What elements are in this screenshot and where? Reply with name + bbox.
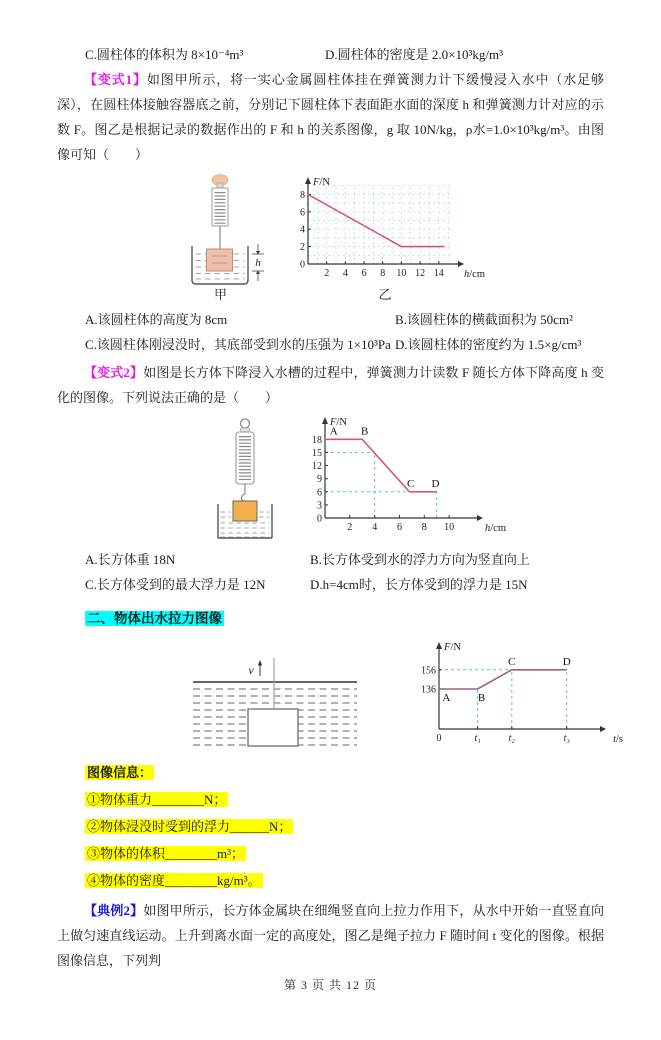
svg-text:14: 14: [433, 268, 444, 279]
option-a: A.长方体重 18N: [85, 552, 176, 567]
option-a: A.该圆柱体的高度为 8cm: [85, 312, 228, 327]
svg-text:2: 2: [324, 268, 330, 279]
svg-text:12: 12: [312, 461, 322, 472]
svg-text:4: 4: [342, 268, 348, 279]
bianshi1-paragraph: [57, 67, 604, 167]
bianshi2-label: 【变式2】: [84, 365, 144, 380]
svg-text:A: A: [442, 692, 451, 704]
spring-scale-tank-figure: [205, 416, 285, 542]
scale-cap: [241, 428, 250, 432]
option-d: D.h=4cm时，长方体受到的浮力是 15N: [310, 577, 528, 592]
option-b: B.该圆柱体的横截面积为 50cm²: [395, 312, 573, 327]
image-info-block: [85, 756, 604, 891]
dianli2-text: 如图甲所示，长方体金属块在细绳竖直向上拉力作用下，从水中开始一直竖直向上做匀速直线运动。上升到离水面一定的高度处，图乙是绳子拉力 F 随时间 t 变化的图像。根据图像信息，下列判: [57, 903, 604, 968]
figure-rising-box: [185, 656, 365, 751]
svg-text:10: 10: [396, 268, 407, 279]
svg-text:B: B: [361, 425, 369, 438]
bianshi1-label: 【变式1】: [84, 72, 147, 87]
svg-text:F/N: F/N: [444, 642, 461, 653]
bianshi1-text: 如图甲所示，将一实心金属圆柱体挂在弹簧测力计下缓慢浸入水中（水足够深），在圆柱体接触容器底之前，分别记下圆柱体下表面距水面的深度 h 和弹簧测力计对应的示数 F。图乙是根据记录的数据作出的 F 和 h 的关系图像，g 取 10N/kg，ρ水=1.0×10³kg/m³。由图像可知（ ）: [57, 72, 604, 162]
svg-text:h/cm: h/cm: [485, 523, 506, 534]
option-c: C.该圆柱体刚浸没时，其底部受到水的压强为 1×10³Pa: [85, 337, 391, 352]
bianshi1-options: [85, 307, 604, 357]
svg-text:3: 3: [317, 500, 322, 512]
svg-text:t₂: t₂: [508, 733, 515, 744]
arrow-up-icon: [258, 660, 262, 666]
option-b: B.长方体受到水的浮力方向为竖直向上: [310, 552, 530, 567]
svg-text:156: 156: [421, 665, 436, 677]
svg-text:C: C: [407, 477, 415, 490]
bianshi2-text: 如图是长方体下降浸入水槽的过程中，弹簧测力计读数 F 随长方体下降高度 h 变化的图像。下列说法正确的是（ ）: [57, 365, 604, 405]
bianshi2-paragraph: [57, 360, 604, 410]
section2-title: 二、物体出水拉力图像: [87, 611, 222, 626]
scale-stem: [217, 183, 223, 188]
svg-text:C: C: [508, 655, 516, 668]
svg-text:D: D: [562, 655, 571, 668]
svg-text:h/cm: h/cm: [464, 269, 485, 280]
graph-f-vs-h-1: [284, 172, 486, 286]
option-c: C.圆柱体的体积为 8×10⁻⁴m³: [85, 47, 244, 62]
dianli2-label: 【典例2】: [84, 903, 144, 918]
svg-text:6: 6: [300, 207, 305, 219]
box: [248, 709, 298, 746]
metal-cylinder: [207, 249, 233, 271]
image-info-title: 图像信息：: [87, 765, 153, 780]
svg-text:0: 0: [317, 513, 322, 525]
svg-text:136: 136: [421, 684, 436, 696]
bianshi1-figures: [173, 172, 604, 302]
h-dimension-label: h: [255, 257, 261, 269]
bianshi2-figures: [205, 412, 604, 542]
image-info-title-row: [85, 762, 604, 783]
svg-text:t₁: t₁: [474, 733, 481, 744]
svg-text:0: 0: [436, 733, 442, 744]
figure-caption-yi: 乙: [378, 287, 392, 302]
svg-text:0: 0: [300, 259, 305, 271]
option-c: C.长方体受到的最大浮力是 12N: [85, 577, 266, 592]
svg-text:A: A: [329, 425, 338, 438]
svg-text:6: 6: [361, 268, 367, 279]
hook-icon: [241, 494, 245, 501]
page-footer: 第 3 页 共 12 页: [283, 978, 377, 992]
intro-options-row: [85, 42, 604, 67]
svg-text:6: 6: [397, 522, 402, 533]
svg-text:12: 12: [415, 268, 426, 279]
option-d: D.圆柱体的密度是 2.0×10³kg/m³: [325, 47, 503, 62]
bianshi2-options: [85, 547, 604, 597]
svg-text:15: 15: [312, 447, 322, 459]
svg-text:6: 6: [317, 487, 322, 499]
option-d: D.该圆柱体的密度约为 1.5×g/cm³: [395, 337, 582, 352]
figure-jia: [173, 174, 268, 302]
svg-text:4: 4: [300, 224, 305, 236]
spring-scale-beaker-figure: [173, 174, 268, 286]
svg-text:10: 10: [444, 522, 455, 533]
velocity-label: v: [248, 663, 254, 677]
svg-text:B: B: [477, 692, 486, 704]
svg-text:18: 18: [312, 434, 322, 446]
svg-text:F/N: F/N: [313, 177, 330, 188]
figure-yi: [284, 172, 486, 302]
svg-text:D: D: [431, 477, 440, 490]
figure-caption-jia: 甲: [213, 287, 227, 302]
info-item-3: ③物体的体积________m³；: [87, 846, 245, 861]
section2-header: [85, 608, 604, 629]
svg-text:8: 8: [421, 522, 427, 533]
dianli2-paragraph: [57, 898, 604, 973]
info-item-2: ②物体浸没时受到的浮力______N；: [87, 819, 292, 834]
svg-text:8: 8: [300, 189, 305, 201]
svg-text:F/N: F/N: [330, 417, 347, 428]
svg-text:8: 8: [380, 268, 386, 279]
block: [233, 501, 257, 521]
section2-figures: [185, 639, 623, 751]
svg-text:2: 2: [347, 522, 353, 533]
graph-f-vs-t: [409, 639, 624, 751]
svg-text:4: 4: [372, 522, 378, 533]
svg-text:9: 9: [317, 474, 322, 486]
graph-f-vs-h-2: [299, 412, 507, 542]
scale-ring: [241, 419, 250, 428]
submerged-box-figure: [185, 656, 365, 751]
svg-text:t/s: t/s: [613, 734, 623, 745]
svg-text:t₃: t₃: [563, 733, 570, 744]
svg-text:2: 2: [300, 242, 305, 254]
info-item-4: ④物体的密度________kg/m³。: [87, 873, 261, 888]
figure-scale-tank: [205, 416, 285, 542]
info-item-1: ①物体重力________N；: [87, 792, 227, 807]
